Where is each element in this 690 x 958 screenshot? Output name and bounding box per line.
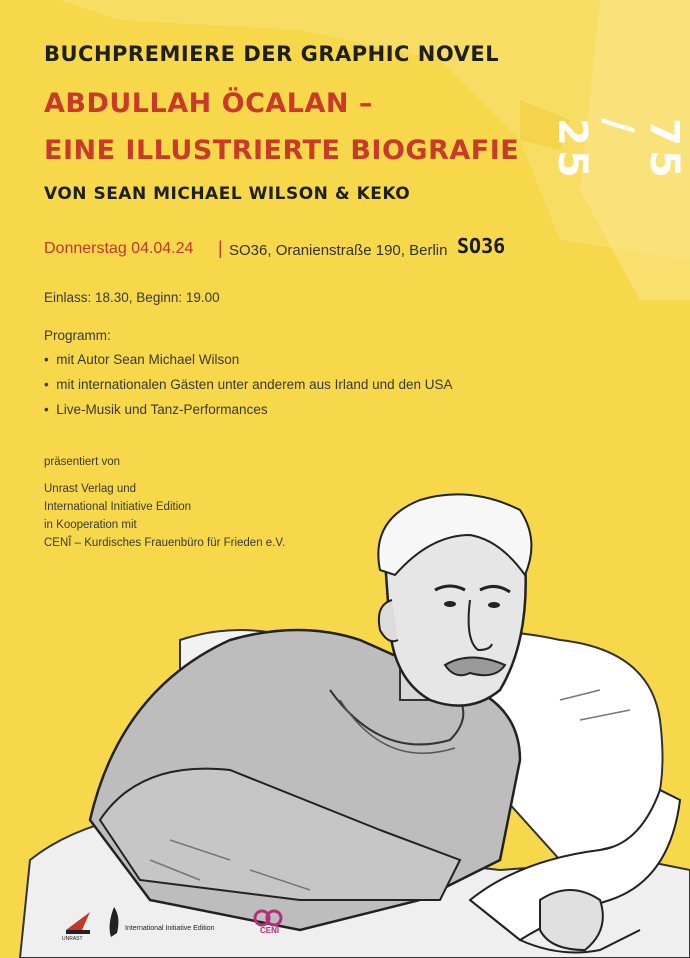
event-times: Einlass: 18.30, Beginn: 19.00 bbox=[44, 290, 220, 305]
ceni-logo bbox=[250, 908, 290, 940]
presenter-line: Unrast Verlag und bbox=[44, 483, 137, 495]
headline-graphic-novel: BUCHPREMIERE DER GRAPHIC NOVEL bbox=[44, 42, 500, 66]
presenter-line: CENÎ – Kurdisches Frauenbüro für Frieden e.V. bbox=[44, 537, 286, 549]
presented-label: präsentiert von bbox=[44, 456, 121, 468]
event-date: Donnerstag 04.04.24 bbox=[44, 240, 194, 257]
presenter-line: International Initiative Edition bbox=[44, 501, 192, 513]
headline-title-line2: EINE ILLUSTRIERTE BIOGRAFIE bbox=[44, 135, 520, 166]
program-title: Programm: bbox=[44, 328, 111, 343]
unrast-logo-graphic bbox=[62, 908, 94, 938]
ceni-logo-text: CENÎ bbox=[260, 926, 280, 935]
vertical-badge bbox=[549, 60, 687, 240]
venue-logo: SO36 bbox=[457, 234, 506, 258]
iie-logo-figure bbox=[105, 905, 123, 939]
program-item: • mit internationalen Gästen unter anderem aus Irland und den USA bbox=[44, 377, 453, 392]
headline-title-line1: ABDULLAH ÖCALAN – bbox=[44, 88, 373, 119]
program-item: • Live-Musik und Tanz-Performances bbox=[44, 402, 268, 417]
iie-logo-text: International Initiative Edition bbox=[125, 925, 215, 932]
vertical-badge-text: 75 / 25 bbox=[549, 118, 687, 182]
unrast-logo bbox=[62, 908, 94, 942]
event-venue: SO36, Oranienstraße 190, Berlin bbox=[229, 242, 448, 259]
event-separator: | bbox=[218, 238, 223, 258]
presenter-line: in Kooperation mit bbox=[44, 519, 137, 531]
feather-icon bbox=[105, 905, 123, 939]
headline-authors: VON SEAN MICHAEL WILSON & KEKO bbox=[44, 184, 411, 204]
unrast-logo-text: UNRAST bbox=[62, 936, 83, 942]
illustration-man-reading bbox=[0, 470, 690, 958]
bullet-icon: • bbox=[44, 352, 57, 367]
bullet-icon: • bbox=[44, 402, 57, 417]
program-item: • mit Autor Sean Michael Wilson bbox=[44, 352, 240, 367]
bullet-icon: • bbox=[44, 377, 57, 392]
